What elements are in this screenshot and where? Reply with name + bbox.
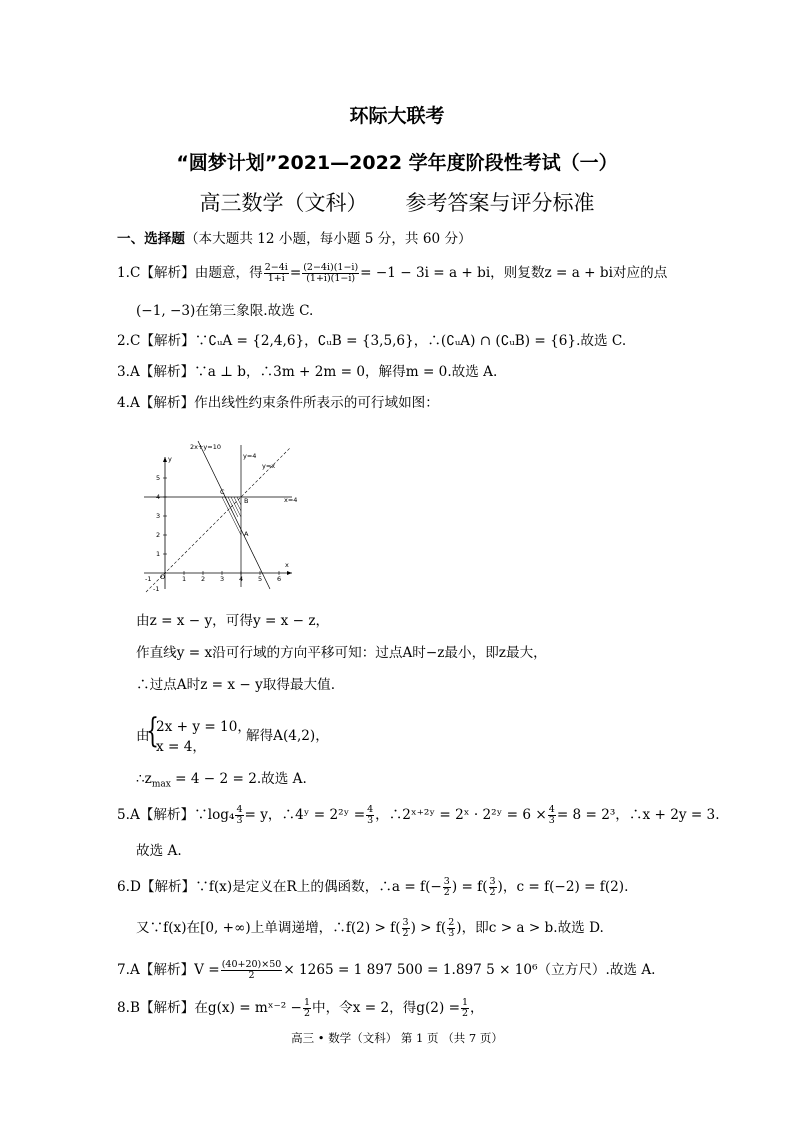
q6-text-f: )，即c > a > b.故选 D. [456,920,604,936]
q8-text-c: ， [470,1000,484,1016]
q5-text-b: = y，∴4ʸ = 2²ʸ = [244,807,366,823]
q1-text-a: 1.C【解析】由题意，得 [117,265,263,281]
x-axis-label: x [285,561,289,569]
question-3: 3.A【解析】∵a ⊥ b，∴3m + 2m = 0，解得m = 0.故选 A. [117,364,498,380]
point-C-label: C [220,488,225,496]
q5-frac-3: $\frac{4}{3}$ [548,804,555,826]
x-axis-arrow [287,571,292,575]
tick-y-5: 5 [156,474,161,482]
section-title: 一、选择题 [117,231,185,247]
question-1-cont: (−1, −3)在第三象限.故选 C. [136,303,314,319]
q6-text-d: 又∵f(x)在[0, +∞)上单调递增，∴f(2) > f( [136,920,401,936]
q6-text-a: 6.D【解析】∵f(x)是定义在R上的偶函数，∴a = f(− [117,879,442,895]
q4-z-rest: = 4 − 2 = 2.故选 A. [170,771,307,787]
q4-z-sub: max [151,779,171,790]
question-5 [117,805,720,826]
q8-frac-1: $\frac{1}{2}$ [303,997,310,1019]
q5-text-a: 5.A【解析】∵log₄ [117,807,235,823]
exam-title: “圆梦计划”2021—2022 学年度阶段性考试（一） [176,152,618,174]
q5-frac-1: $\frac{4}{3}$ [236,804,243,826]
q6-frac-3: $\frac{3}{2}$ [402,917,409,939]
q8-frac-2: $\frac{1}{2}$ [461,997,469,1019]
q1-equals: = [289,265,302,281]
feasible-region-hatch [222,497,241,535]
section-heading [117,230,472,248]
q4-step-3: ∴过点A时z = x − y取得最大值. [136,677,336,693]
question-6 [117,877,628,898]
exam-series-title: 环际大联考 [349,105,445,127]
q7-frac: $\frac{(40+20)\times 50}{2}$ [221,959,282,981]
tick-y-2: 2 [156,531,161,539]
tick-x-2: 2 [201,575,206,583]
q8-text-a: 8.B【解析】在g(x) = mˣ⁻² − [117,1000,302,1016]
q6-frac-2: $\frac{3}{2}$ [489,876,496,898]
q1-fraction-1: $\frac{2-4i}{1+i}$ [264,262,288,284]
y-axis-arrow [163,457,167,462]
line-2x-plus-y-equals-10 [198,441,270,589]
system-eq-1: 2x + y = 10， [156,719,251,735]
system-solution: 解得A(4,2)， [246,728,329,744]
q6-frac-4: $\frac{2}{3}$ [448,917,455,939]
q4-step-1: 由z = x − y，可得y = x − z， [136,613,330,629]
q1-text-b: = −1 − 3i = a + bi，则复数z = a + bi对应的点 [360,265,668,281]
point-A-label: A [244,530,249,538]
label-y-eq-4-curve: y=4 [243,452,257,460]
subject-name: 高三数学（文科） [199,191,368,215]
label-2x-plus-y: 2x+y=10 [190,443,221,451]
origin-label: O [160,573,166,581]
q8-text-b: 中，令x = 2，得g(2) = [311,1000,460,1016]
q5-frac-2: $\frac{4}{3}$ [367,804,374,826]
label-y-eq-x: y=x [262,462,276,470]
tick-x-4: 4 [239,575,244,583]
q4-z: ∴z [136,771,152,787]
system-eq-2: x = 4， [156,739,206,755]
tick-y-4: 4 [156,493,161,501]
question-5-cont: 故选 A. [136,843,182,859]
q5-text-d: = 8 = 2³，∴x + 2y = 3. [556,807,720,823]
question-8 [117,998,484,1019]
question-7 [117,960,655,981]
question-6-cont [136,918,604,939]
q6-text-c: )，c = f(−2) = f(2). [497,879,629,895]
q1-fraction-2: $\frac{(2-4i)(1-i)}{(1+i)(1-i)}$ [303,262,359,284]
q5-text-c: ，∴2ˣ⁺²ʸ = 2ˣ · 2²ʸ = 6 × [375,807,547,823]
tick-x-1: 1 [182,575,187,583]
q6-text-e: ) > f( [410,920,447,936]
question-1 [117,263,667,284]
q6-text-b: ) = f( [451,879,488,895]
question-4: 4.A【解析】作出线性约束条件所表示的可行域如图： [117,395,439,411]
y-axis-label: y [168,455,172,463]
feasible-region-graph [140,437,310,597]
system-brace: { [146,711,159,751]
page-footer: 高三 • 数学（文科） 第 1 页 （共 7 页） [291,1031,503,1045]
subject-title [0,187,794,217]
q4-step-2: 作直线y = x沿可行域的方向平移可知：过点A时−z最小，即z最大， [136,645,547,661]
tick-y--1: -1 [153,585,160,593]
section-note: （本大题共 12 小题，每小题 5 分，共 60 分） [184,231,472,247]
q4-conclusion [136,770,307,794]
q7-text-b: × 1265 = 1 897 500 = 1.897 5 × 10⁶（立方尺）.故选 A. [283,962,656,978]
q6-frac-1: $\frac{3}{2}$ [443,876,450,898]
tick-x-6: 6 [277,575,282,583]
tick-y-1: 1 [156,550,161,558]
label-x-eq-4: x=4 [284,496,298,504]
answer-key-label: 参考答案与评分标准 [405,191,595,215]
tick-x-3: 3 [220,575,225,583]
point-B-label: B [244,497,249,505]
tick-x-5: 5 [258,575,263,583]
tick-y-3: 3 [156,512,161,520]
system-prefix: 由 [136,728,150,744]
tick-x--1: -1 [145,575,152,583]
question-2: 2.C【解析】∵∁ᵤA = {2,4,6}，∁ᵤB = {3,5,6}，∴(∁ᵤA) ∩ (∁ᵤB) = {6}.故选 C. [117,333,627,349]
q7-text-a: 7.A【解析】V = [117,962,220,978]
